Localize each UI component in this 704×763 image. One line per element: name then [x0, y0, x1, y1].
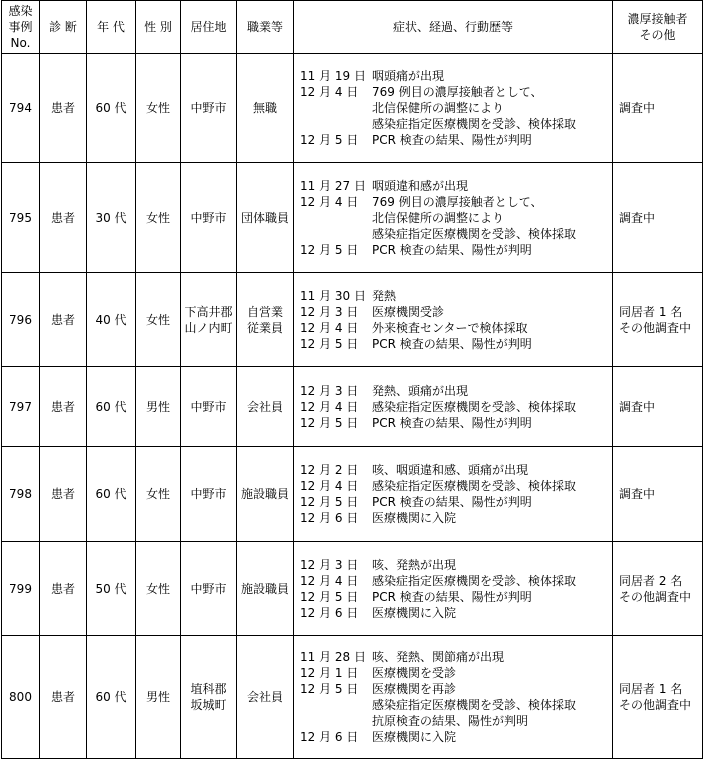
occupation-cell [237, 447, 294, 542]
occupation-cell [237, 367, 294, 447]
contacts-line: 調査中 [619, 210, 656, 225]
contacts-line: 同居者 2 名 [619, 573, 683, 588]
header-contacts [613, 1, 703, 54]
history-event-text: 感染症指定医療機関を受診、検体採取 [372, 479, 577, 493]
residence-lines [181, 486, 236, 502]
history-event-date: 12 月 1 日 [300, 666, 359, 680]
header-contacts-line: その他 [639, 28, 676, 42]
table-row [2, 163, 703, 273]
diagnosis-cell: 患者 [40, 54, 87, 163]
history-event-text: PCR 検査の結果、陽性が判明 [372, 495, 532, 509]
case-number-cell: 794 [2, 54, 40, 163]
history-event-text: 感染症指定医療機関を受診、検体採取 [372, 117, 577, 131]
history-event-text: PCR 検査の結果、陽性が判明 [372, 242, 532, 257]
history-event [300, 510, 612, 526]
history-event [300, 399, 612, 415]
history-event [300, 100, 612, 116]
occupation-line: 無職 [252, 101, 277, 115]
age-cell: 60 代 [87, 636, 136, 759]
history-event-date: 11 月 30 日 [300, 288, 366, 303]
occupation-line: 施設職員 [240, 581, 289, 596]
history-event [300, 478, 612, 494]
history-event [300, 557, 612, 573]
history-event-date: 12 月 5 日 [300, 336, 359, 351]
history-cell [294, 542, 613, 636]
occupation-line: 従業員 [246, 320, 283, 335]
history-event [300, 729, 612, 745]
history-event-text: PCR 検査の結果、陽性が判明 [372, 589, 532, 604]
contacts-cell [613, 163, 703, 273]
history-event-text: 医療機関を再診 [372, 682, 457, 696]
residence-line: 中野市 [190, 399, 227, 414]
history-event-text: 769 例目の濃厚接触者として、 [372, 85, 543, 99]
residence-line: 山ノ内町 [184, 320, 233, 335]
history-event-text: 感染症指定医療機関を受診、検体採取 [372, 573, 577, 588]
header-case-no-line: 事例 [8, 20, 33, 34]
occupation-lines [237, 304, 293, 336]
history-event-text: 医療機関を受診 [372, 666, 457, 680]
history-event-date: 12 月 4 日 [300, 194, 359, 209]
history-event [300, 415, 612, 431]
diagnosis-cell: 患者 [40, 163, 87, 273]
history-event-date [300, 210, 372, 226]
history-event-date [300, 116, 372, 132]
history-event [300, 84, 612, 100]
contacts-line: 調査中 [619, 399, 656, 414]
history-event-text: 発熱、頭痛が出現 [372, 383, 469, 398]
residence-cell [181, 636, 237, 759]
sex-cell: 女性 [136, 273, 181, 367]
contacts-cell [613, 636, 703, 759]
table-row [2, 636, 703, 759]
header-sex: 性 別 [136, 1, 181, 54]
contacts-cell [613, 542, 703, 636]
history-event-text: 感染症指定医療機関を受診、検体採取 [372, 399, 577, 414]
history-event-date: 12 月 4 日 [300, 399, 359, 414]
case-table [1, 0, 703, 759]
residence-lines [181, 100, 236, 116]
history-event-date: 12 月 4 日 [300, 85, 359, 99]
occupation-line: 会社員 [246, 399, 283, 414]
age-cell: 30 代 [87, 163, 136, 273]
history-cell [294, 447, 613, 542]
occupation-cell [237, 273, 294, 367]
history-event [300, 320, 612, 336]
occupation-cell [237, 54, 294, 163]
sex-cell: 女性 [136, 54, 181, 163]
contacts-cell [613, 447, 703, 542]
residence-line: 中野市 [190, 101, 227, 115]
history-event [300, 132, 612, 148]
header-history: 症状、経過、行動歴等 [294, 1, 613, 54]
history-event-text: 医療機関に入院 [372, 511, 457, 525]
residence-cell [181, 367, 237, 447]
case-number-cell: 795 [2, 163, 40, 273]
contacts-line: その他調査中 [619, 589, 692, 604]
residence-lines [181, 304, 236, 336]
diagnosis-cell: 患者 [40, 367, 87, 447]
history-event-date: 11 月 28 日 [300, 650, 366, 664]
sex-cell: 男性 [136, 367, 181, 447]
history-event-date: 12 月 5 日 [300, 133, 359, 147]
history-cell [294, 54, 613, 163]
history-event [300, 210, 612, 226]
age-cell: 50 代 [87, 542, 136, 636]
history-event [300, 649, 612, 665]
header-case-no [2, 1, 40, 54]
occupation-cell [237, 636, 294, 759]
history-event-text: 発熱 [372, 288, 397, 303]
history-event-date: 12 月 6 日 [300, 605, 359, 620]
diagnosis-cell: 患者 [40, 542, 87, 636]
residence-line: 中野市 [190, 581, 227, 596]
age-cell: 60 代 [87, 367, 136, 447]
history-event-date: 12 月 5 日 [300, 242, 359, 257]
sex-cell: 女性 [136, 447, 181, 542]
history-event-date: 11 月 27 日 [300, 178, 366, 193]
history-event-text: 抗原検査の結果、陽性が判明 [372, 714, 529, 728]
occupation-line: 団体職員 [240, 210, 289, 225]
history-event-date: 12 月 5 日 [300, 589, 359, 604]
table-row [2, 273, 703, 367]
history-event [300, 242, 612, 258]
residence-cell [181, 542, 237, 636]
contacts-line: 同居者 1 名 [619, 682, 683, 696]
history-event [300, 589, 612, 605]
contacts-line: 同居者 1 名 [619, 304, 683, 319]
sex-cell: 男性 [136, 636, 181, 759]
history-event-text: 医療機関に入院 [372, 605, 457, 620]
history-event [300, 116, 612, 132]
history-event [300, 573, 612, 589]
occupation-lines [237, 210, 293, 226]
history-event [300, 68, 612, 84]
history-event [300, 336, 612, 352]
history-event-text: 咽頭痛が出現 [372, 69, 445, 83]
age-cell: 40 代 [87, 273, 136, 367]
occupation-line: 会社員 [246, 690, 283, 704]
case-rows [2, 54, 703, 759]
history-event-date [300, 713, 372, 729]
occupation-line: 施設職員 [240, 487, 289, 501]
sex-cell: 女性 [136, 163, 181, 273]
diagnosis-cell: 患者 [40, 273, 87, 367]
header-contacts-line: 濃厚接触者 [627, 12, 688, 26]
residence-line: 下高井郡 [184, 304, 233, 319]
diagnosis-cell: 患者 [40, 447, 87, 542]
history-event [300, 713, 612, 729]
age-cell: 60 代 [87, 54, 136, 163]
history-event [300, 226, 612, 242]
contacts-cell [613, 367, 703, 447]
header-age: 年 代 [87, 1, 136, 54]
case-number-cell: 799 [2, 542, 40, 636]
history-event-text: 北信保健所の調整により [372, 210, 505, 225]
occupation-lines [237, 100, 293, 116]
residence-lines [181, 399, 236, 415]
history-cell [294, 273, 613, 367]
history-cell [294, 163, 613, 273]
age-cell: 60 代 [87, 447, 136, 542]
history-event-date: 12 月 4 日 [300, 320, 359, 335]
table-row [2, 542, 703, 636]
residence-lines [181, 210, 236, 226]
header-occupation: 職業等 [237, 1, 294, 54]
occupation-cell [237, 163, 294, 273]
sex-cell: 女性 [136, 542, 181, 636]
history-event-text: PCR 検査の結果、陽性が判明 [372, 133, 532, 147]
history-event-text: PCR 検査の結果、陽性が判明 [372, 336, 532, 351]
history-event [300, 194, 612, 210]
occupation-lines [237, 689, 293, 705]
residence-line: 中野市 [190, 487, 227, 501]
history-event [300, 494, 612, 510]
history-event-date: 12 月 3 日 [300, 557, 359, 572]
history-event-date: 12 月 3 日 [300, 383, 359, 398]
history-cell [294, 367, 613, 447]
residence-cell [181, 447, 237, 542]
history-event-date: 12 月 4 日 [300, 573, 359, 588]
contacts-line: その他調査中 [619, 698, 692, 712]
occupation-lines [237, 399, 293, 415]
history-event-date: 12 月 5 日 [300, 495, 359, 509]
residence-cell [181, 163, 237, 273]
header-row [2, 1, 703, 54]
contacts-cell [613, 273, 703, 367]
diagnosis-cell: 患者 [40, 636, 87, 759]
case-number-cell: 798 [2, 447, 40, 542]
case-number-cell: 800 [2, 636, 40, 759]
history-event [300, 665, 612, 681]
header-diagnosis: 診 断 [40, 1, 87, 54]
occupation-lines [237, 486, 293, 502]
contacts-cell [613, 54, 703, 163]
history-event-date: 12 月 2 日 [300, 463, 359, 477]
history-event-text: 外来検査センターで検体採取 [372, 320, 528, 335]
contacts-line: その他調査中 [619, 320, 692, 335]
history-event-text: PCR 検査の結果、陽性が判明 [372, 415, 532, 430]
occupation-lines [237, 581, 293, 597]
history-event-text: 感染症指定医療機関を受診、検体採取 [372, 698, 577, 712]
history-event-date: 12 月 4 日 [300, 479, 359, 493]
history-event-text: 感染症指定医療機関を受診、検体採取 [372, 226, 577, 241]
history-event [300, 605, 612, 621]
history-event [300, 288, 612, 304]
history-event-text: 咳、発熱、関節痛が出現 [372, 650, 505, 664]
history-event-date: 12 月 5 日 [300, 415, 359, 430]
history-event [300, 178, 612, 194]
history-event-date: 12 月 6 日 [300, 730, 359, 744]
history-event-text: 咳、発熱が出現 [372, 557, 457, 572]
residence-cell [181, 54, 237, 163]
table-row [2, 54, 703, 163]
history-event [300, 681, 612, 697]
history-event-text: 医療機関受診 [372, 304, 445, 319]
history-event-text: 咽頭違和感が出現 [372, 178, 469, 193]
occupation-cell [237, 542, 294, 636]
history-cell [294, 636, 613, 759]
history-event-text: 769 例目の濃厚接触者として、 [372, 194, 543, 209]
table-row [2, 447, 703, 542]
contacts-line: 調査中 [619, 101, 656, 115]
history-event [300, 383, 612, 399]
history-event-text: 咳、咽頭違和感、頭痛が出現 [372, 463, 529, 477]
history-event-text: 医療機関に入院 [372, 730, 457, 744]
history-event-date [300, 697, 372, 713]
residence-line: 中野市 [190, 210, 227, 225]
header-case-no-line: No. [10, 36, 31, 50]
contacts-line: 調査中 [619, 487, 656, 501]
history-event-date: 12 月 5 日 [300, 682, 359, 696]
header-case-no-line: 感染 [8, 4, 33, 18]
table-row [2, 367, 703, 447]
history-event [300, 304, 612, 320]
history-event [300, 697, 612, 713]
case-number-cell: 796 [2, 273, 40, 367]
residence-lines [181, 581, 236, 597]
occupation-line: 自営業 [246, 304, 283, 319]
history-event-date: 11 月 19 日 [300, 69, 366, 83]
residence-line: 埴科郡 [190, 682, 227, 696]
header-residence: 居住地 [181, 1, 237, 54]
history-event-date: 12 月 6 日 [300, 511, 359, 525]
residence-line: 坂城町 [190, 698, 227, 712]
history-event-date: 12 月 3 日 [300, 304, 359, 319]
history-event-date [300, 226, 372, 242]
history-event-date [300, 100, 372, 116]
residence-lines [181, 681, 236, 713]
residence-cell [181, 273, 237, 367]
history-event [300, 462, 612, 478]
case-number-cell: 797 [2, 367, 40, 447]
history-event-text: 北信保健所の調整により [372, 101, 505, 115]
